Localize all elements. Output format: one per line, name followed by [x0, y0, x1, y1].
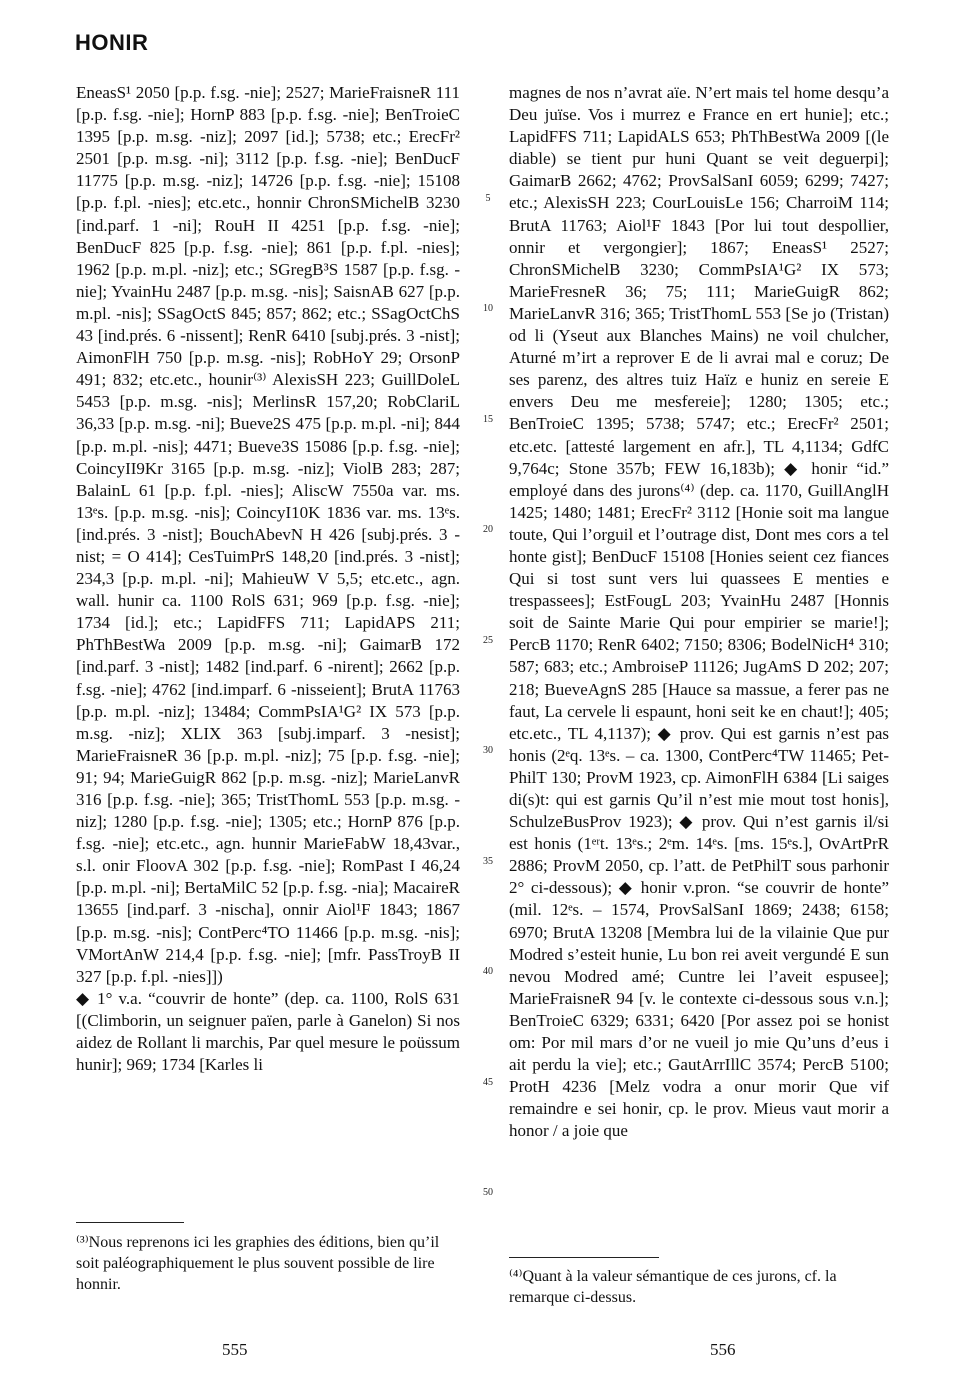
line-number: 5 — [485, 193, 491, 204]
right-column-text: magnes de nos n’avrat aïe. N’ert mais tel home desqu’a Deu juïse. Vos i murrez e France en ert hunie]; etc.; LapidFFS 711; LapidALS 653; PhThBestWa 2009 [(le diable) se tient pur huni Quant se veit deguerpi]; GaimarB 2662; 4762; ProvSalSanI 6059; 6299; 7427; etc.; AlexisSH 223; CourLouisLe 156; CharroiM 114; BrutA 11763; Aiol¹F 1843 [Por lui tout despollier, onnir et vergongier]; 1867; EneasS¹ 2527; ChronSMichelB 3230; CommPsIA¹G² IX 573; MarieFresneR 36; 75; 111; MarieGuigR 862; MarieLanvR 316; 365; TristThomL 553 [Se jo (Tristan) od li (Yseut aux Blanches Mains) ne voil chulcher, Aturné m’irt a reprover E de li avrai mal e coruz; De ses parenz, des altres tuiz Haïz e huniz en sereie E envers Deu me mesfereie]; 1280; 1305; etc.; BenTroieC 1395; 5738; 5747; etc.; ErecFr² 2501; etc.etc. [attesté largement en afr.], TL 4,1134; GdfC 9,764c; Stone 357b; FEW 16,183b); ◆ honir “id.” employé dans des jurons⁽⁴⁾ (dep. ca. 1170, GuillAnglH 1425; 1480; 1481; ErecFr² 3112 [Honie soit ma langue toute, Qui l’orguil et l’outrage dist, Dont mes cors a tel honte gist]; BenDucF 15108 [Honies seient cez fiances Qui si tost sunt vers lui quassees E menties e trespassees]; EstFougL 203; YvainHu 2487 [Honnis soit de Sainte Marie Qui pour empirier se marie!]; PercB 1170; RenR 6402; 7150; 8306; BodelNicH⁴ 310; 587; 683; etc.; AmbroiseP 11126; JugAmS D 202; 207; 218; BueveAgnS 285 [Hauce sa massue, a ferer pas ne faut, La cervele li espaunt, honi seit ke en chaut!]; 405; etc.etc., TL 4,1137); ◆ prov. Qui est garnis n’est pas honis (2ᵉq. 13ᵉs. – ca. 1300, ContPerc⁴TW 11465; PetPhilT 130; ProvM 1923, cp. AimonFlH 6384 [Li saiges di(s)t: qui est garnis Qu’il n’est mie mout tost honis], SchulzeBusProv 1923); ◆ prov. Qui n’est garnis il/si est honis (1ᵉʳt. 13ᵉs.; 2ᵉm. 14ᵉs. [ms. 15ᵉs.], OvArtPrR 2886; ProvM 2050, cp. l’att. de PetPhilT sous parhonir 2° ci-dessous); ◆ honir v.pron. “se couvrir de honte” (mil. 12ᵉs. – 1574, ProvSalSanI 1869; 2438; 6158; 6970; BrutA 13208 [Membra lui de la vilainie Que pur Modred s’esteit hunie, Lu bon rei aveit vergundé E sun nevou Modred amé; Cuntre lei l’aveit espusee]; MarieFraisneR 94 [v. le contexte ci-dessous sous v.n.]; BenTroieC 6329; 6331; 6420 [Por assez poi se honist om: Por mil mars d’or ne vueil jo mie Qu’uns d’eus i ait perdu la vie]; etc.; GautArrIllC 3574; PercB 5100; ProtH 4236 [Melz vodra a onur morir Que vif remaindre e sei honir, cp. le prov. Mieus vaut morir a honor / a joie que — [509, 83, 889, 1141]
left-column-sense-text: ◆ 1° v.a. “couvrir de honte” (dep. ca. 1100, RolS 631 [(Climborin, un seignuer païen, parle à Ganelon) Si nos aidez de Rollant li marchis, Par quel mesure le poüssum hunir]; 969; 1734 [Karles li — [76, 988, 460, 1075]
line-number: 50 — [483, 1187, 493, 1198]
line-number: 35 — [483, 856, 493, 867]
line-number: 15 — [483, 414, 493, 425]
right-column — [509, 82, 889, 1143]
footnote-right: ⁽⁴⁾Quant à la valeur sémantique de ces jurons, cf. la remarque ci-dessus. — [509, 1268, 837, 1306]
page-header: HONIR — [75, 30, 149, 55]
line-number: 20 — [483, 524, 493, 535]
right-page-number: 556 — [710, 1340, 736, 1359]
line-number: 10 — [483, 303, 493, 314]
line-number: 30 — [483, 745, 493, 756]
left-page-number: 555 — [222, 1340, 248, 1359]
left-column — [76, 82, 460, 1076]
line-number: 40 — [483, 966, 493, 977]
line-number: 45 — [483, 1077, 493, 1088]
footnote-left: ⁽³⁾Nous reprenons ici les graphies des éditions, bien qu’il soit paléographiquement le plus souvent possible de lire honnir. — [76, 1234, 440, 1293]
footnote-divider-right — [509, 1257, 659, 1258]
footnote-divider-left — [76, 1222, 184, 1223]
left-column-text: EneasS¹ 2050 [p.p. f.sg. -nie]; 2527; MarieFraisneR 111 [p.p. f.sg. -nie]; HornP 883 [p.p. f.sg. -nie]; BenTroieC 1395 [p.p. m.sg. -niz]; 2097 [id.]; 5738; etc.; ErecFr² 2501 [p.p. m.sg. -ni]; 3112 [p.p. f.sg. -nie]; BenDucF 11775 [p.p. m.sg. -niz]; 14726 [p.p. f.sg. -nie]; 15108 [p.p. f.pl. -nies]; etc.etc., honnir ChronSMichelB 3230 [ind.parf. 1 -ni]; RouH II 4251 [p.p. f.sg. -nie]; BenDucF 825 [p.p. f.sg. -nie]; 861 [p.p. f.pl. -nies]; 1962 [p.p. m.pl. -niz]; etc.; SGregB³S 1587 [p.p. f.sg. -nie]; YvainHu 2487 [p.p. m.sg. -nis]; SaisnAB 627 [p.p. m.pl. -nis]; SSagOctS 845; 857; 862; etc.; SSagOctChS 43 [ind.prés. 6 -nissent]; RenR 6410 [subj.prés. 3 -nist]; AimonFlH 750 [p.p. m.sg. -nis]; RobHoY 29; OrsonP 491; 832; etc.etc., hounir⁽³⁾ AlexisSH 223; GuillDoleL 5453 [p.p. m.sg. -nis]; MerlinsR 157,20; RobClariL 36,33 [p.p. m.sg. -ni]; Bueve2S 475 [p.p. m.pl. -ni]; 844 [p.p. m.pl. -nis]; 4471; Bueve3S 15086 [p.p. f.sg. -nie]; CoincyII9Kr 3165 [p.p. m.sg. -niz]; ViolB 283; 287; BalainL 61 [p.p. f.pl. -nies]; AliscW 7550a var. ms. 13ᵉs. [p.p. m.sg. -nis]; CoincyI10K 1836 var. ms. 13ᵉs. [ind.prés. 3 -nist]; BouchAbevN H 426 [subj.prés. 3 -nist; = O 414]; CesTuimPrS 148,20 [ind.prés. 3 -nist]; 234,3 [p.p. m.pl. -ni]; MahieuW V 5,5; etc.etc., agn. wall. hunir ca. 1100 RolS 631; 969 [p.p. f.sg. -nie]; 1734 [id.]; etc.; LapidFFS 711; LapidAPS 211; PhThBestWa 2009 [p.p. m.sg. -ni]; GaimarB 172 [ind.parf. 3 -nist]; 1482 [ind.parf. 6 -nirent]; 2662 [p.p. f.sg. -nie]; 4762 [ind.imparf. 6 -nisseient]; BrutA 11763 [p.p. m.pl. -niz]; 13484; CommPsIA¹G² IX 573 [p.p. m.sg. -niz]; XLIX 363 [subj.imparf. 3 -nesist]; MarieFraisneR 36 [p.p. m.pl. -niz]; 75 [p.p. f.sg. -nie]; 91; 94; MarieGuigR 862 [p.p. m.sg. -niz]; MarieLanvR 316 [p.p. f.sg. -nie]; 365; TristThomL 553 [p.p. m.sg. -niz]; 1280 [p.p. f.sg. -nie]; 1305; etc.; HornP 876 [p.p. f.sg. -nie]; etc.etc., agn. hunnir MarieFabW 18,43var., s.l. onir FloovA 302 [p.p. f.sg. -nie]; RomPast I 46,24 [p.p. m.pl. -ni]; BertaMilC 52 [p.p. f.sg. -nia]; MacaireR 13655 [ind.parf. 3 -nischa], onnir Aiol¹F 1843; 1867 [p.p. m.sg. -nis]; ContPerc⁴TO 11466 [p.p. m.sg. -nis]; VMortAnW 214,4 [p.p. f.sg. -nie]; [mfr. PassTroyB II 327 [p.p. f.pl. -nies]]) — [76, 83, 460, 986]
line-number: 25 — [483, 635, 493, 646]
